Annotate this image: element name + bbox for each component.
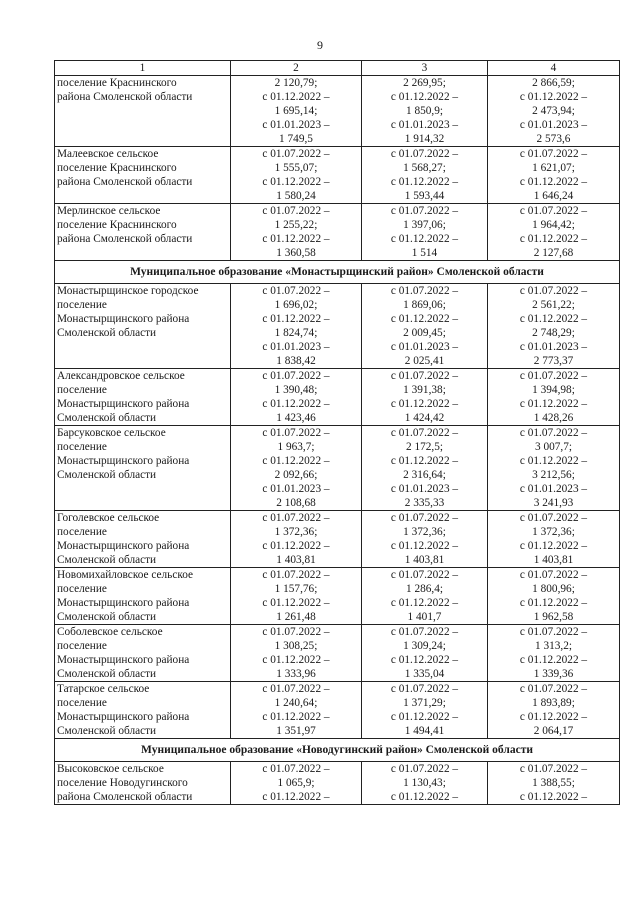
cell-line: 2 092,66;	[274, 469, 318, 481]
cell-line: с 01.12.2022 –	[262, 313, 330, 325]
cell-line: 1 800,96;	[532, 583, 575, 595]
cell-line: Татарское сельское	[57, 683, 150, 695]
cell-line: поселение Краснинского	[57, 219, 177, 231]
cell-line: 1 360,58	[276, 247, 316, 259]
cell-line: поселение Новодугинского	[57, 777, 188, 789]
cell-line: 2 108,68	[276, 497, 316, 509]
cell-line: района Смоленской области	[57, 233, 193, 245]
cell-line: с 01.12.2022 –	[390, 654, 459, 666]
tariff-cell-col3	[362, 284, 488, 369]
cell-line: 1 065,9;	[277, 777, 315, 789]
table-row	[55, 625, 620, 682]
cell-line: Монастырщинского района	[57, 711, 190, 723]
cell-line: с 01.12.2022 –	[390, 455, 459, 467]
cell-line: 1 646,24	[533, 190, 574, 202]
cell-line: с 01.12.2022 –	[519, 91, 588, 103]
cell-line: 1 390,48;	[274, 384, 318, 396]
tariff-cell-col2	[231, 682, 362, 739]
cell-line: 1 696,02;	[274, 299, 318, 311]
tariff-cell-col3	[362, 369, 488, 426]
cell-line: Смоленской области	[57, 611, 157, 623]
cell-line: Смоленской области	[57, 668, 157, 680]
cell-line: с 01.12.2022 –	[262, 540, 330, 552]
cell-line: Высоковское сельское	[57, 763, 164, 775]
cell-line: с 01.12.2022 –	[519, 176, 588, 188]
cell-line: с 01.12.2022 –	[262, 654, 330, 666]
cell-line: 1 372,36;	[274, 526, 318, 538]
cell-line: 1 850,9;	[405, 105, 444, 117]
cell-line: с 01.07.2022 –	[519, 626, 588, 638]
cell-line: Монастырщинского района	[57, 398, 190, 410]
column-header: 3	[362, 61, 488, 76]
tariff-cell-col4	[488, 762, 620, 805]
cell-line: Новомихайловское сельское	[57, 569, 194, 581]
cell-line: с 01.07.2022 –	[262, 427, 330, 439]
settlement-name-cell	[55, 76, 231, 147]
cell-line: с 01.07.2022 –	[390, 370, 459, 382]
cell-line: 1 824,74;	[274, 327, 318, 339]
cell-line: 1 286,4;	[405, 583, 444, 595]
cell-line: 1 514	[411, 247, 438, 259]
cell-line: с 01.12.2022 –	[390, 597, 459, 609]
tariff-cell-col2	[231, 511, 362, 568]
cell-line: 1 403,81	[533, 554, 574, 566]
cell-line: 1 494,41	[404, 725, 445, 737]
cell-line: с 01.12.2022 –	[519, 233, 588, 245]
cell-line: 2 064,17	[533, 725, 574, 737]
cell-line: 1 749,5	[279, 133, 313, 145]
tariff-cell-col4	[488, 426, 620, 511]
cell-line: Смоленской области	[57, 327, 157, 339]
cell-line: 2 127,68	[533, 247, 574, 259]
cell-line: с 01.12.2022 –	[262, 233, 330, 245]
cell-line: 1 838,42	[276, 355, 316, 367]
cell-line: 1 963,7;	[277, 441, 315, 453]
cell-line: с 01.07.2022 –	[390, 148, 459, 160]
table-row	[55, 568, 620, 625]
cell-line: с 01.07.2022 –	[519, 285, 588, 297]
cell-line: поселение Краснинского	[57, 162, 177, 174]
cell-line: Монастырщинского района	[57, 313, 190, 325]
tariff-cell-col3	[362, 147, 488, 204]
cell-line: с 01.07.2022 –	[390, 763, 459, 775]
cell-line: поселение	[57, 384, 107, 396]
tariff-cell-col4	[488, 204, 620, 261]
cell-line: с 01.07.2022 –	[519, 370, 588, 382]
table-row	[55, 511, 620, 568]
cell-line: поселение Краснинского	[57, 77, 177, 89]
cell-line: 3 007,7;	[534, 441, 573, 453]
settlement-name-cell	[55, 568, 231, 625]
tariff-cell-col2	[231, 204, 362, 261]
tariff-cell-col2	[231, 762, 362, 805]
cell-line: поселение	[57, 526, 107, 538]
cell-line: 1 308,25;	[274, 640, 318, 652]
cell-line: Мерлинское сельское	[57, 205, 161, 217]
cell-line: с 01.12.2022 –	[390, 398, 459, 410]
tariff-table	[54, 60, 620, 805]
cell-line: 2 561,22;	[532, 299, 575, 311]
cell-line: 1 423,46	[276, 412, 316, 424]
cell-line: 2 335,33	[404, 497, 445, 509]
header-row	[55, 61, 620, 76]
cell-line: 1 621,07;	[532, 162, 575, 174]
cell-line: 1 371,29;	[403, 697, 446, 709]
cell-line: с 01.12.2022 –	[262, 176, 330, 188]
settlement-name-cell	[55, 511, 231, 568]
cell-line: с 01.01.2023 –	[519, 119, 588, 131]
cell-line: с 01.12.2022 –	[390, 540, 459, 552]
table-row	[55, 147, 620, 204]
cell-line: поселение	[57, 697, 107, 709]
cell-line: с 01.07.2022 –	[262, 683, 330, 695]
section-header-row	[55, 739, 620, 762]
cell-line: 2 866,59;	[532, 77, 575, 89]
tariff-cell-col2	[231, 147, 362, 204]
cell-line: Александровское сельское	[57, 370, 185, 382]
cell-line: 1 255,22;	[274, 219, 318, 231]
cell-line: с 01.07.2022 –	[390, 683, 459, 695]
cell-line: 2 573,6	[536, 133, 571, 145]
cell-line: 1 580,24	[276, 190, 316, 202]
cell-line: 1 962,58	[533, 611, 574, 623]
cell-line: с 01.07.2022 –	[519, 763, 588, 775]
cell-line: с 01.12.2022 –	[390, 791, 459, 803]
cell-line: 1 372,36;	[403, 526, 446, 538]
cell-line: 1 339,36	[533, 668, 574, 680]
cell-line: 1 403,81	[404, 554, 445, 566]
cell-line: 1 401,7	[407, 611, 442, 623]
cell-line: с 01.07.2022 –	[262, 626, 330, 638]
cell-line: с 01.07.2022 –	[390, 569, 459, 581]
tariff-cell-col3	[362, 76, 488, 147]
cell-line: 1 333,96	[276, 668, 316, 680]
cell-line: 1 568,27;	[403, 162, 446, 174]
tariff-cell-col3	[362, 568, 488, 625]
cell-line: 2 773,37	[533, 355, 574, 367]
cell-line: 1 157,76;	[274, 583, 318, 595]
cell-line: с 01.01.2023 –	[519, 483, 588, 495]
table-row	[55, 762, 620, 805]
cell-line: с 01.12.2022 –	[262, 711, 330, 723]
cell-line: 1 428,26	[533, 412, 574, 424]
cell-line: 1 335,04	[404, 668, 445, 680]
cell-line: с 01.12.2022 –	[390, 91, 459, 103]
cell-line: с 01.07.2022 –	[262, 512, 330, 524]
column-header: 2	[231, 61, 362, 76]
table-row	[55, 76, 620, 147]
cell-line: 3 241,93	[533, 497, 574, 509]
cell-line: 1 397,06;	[403, 219, 446, 231]
cell-line: 2 473,94;	[532, 105, 575, 117]
cell-line: Монастырщинского района	[57, 540, 190, 552]
tariff-cell-col4	[488, 682, 620, 739]
settlement-name-cell	[55, 625, 231, 682]
cell-line: Монастырщинского района	[57, 597, 190, 609]
cell-line: с 01.12.2022 –	[262, 398, 330, 410]
tariff-cell-col3	[362, 762, 488, 805]
cell-line: 1 394,98;	[532, 384, 575, 396]
cell-line: с 01.12.2022 –	[262, 791, 330, 803]
cell-line: с 01.12.2022 –	[519, 540, 588, 552]
tariff-cell-col3	[362, 204, 488, 261]
tariff-cell-col2	[231, 426, 362, 511]
cell-line: Смоленской области	[57, 412, 157, 424]
cell-line: Барсуковское сельское	[57, 427, 166, 439]
cell-line: с 01.07.2022 –	[262, 205, 330, 217]
cell-line: 1 914,32	[404, 133, 445, 145]
cell-line: с 01.12.2022 –	[519, 791, 588, 803]
cell-line: 1 313,2;	[534, 640, 573, 652]
cell-line: с 01.07.2022 –	[519, 148, 588, 160]
cell-line: с 01.12.2022 –	[262, 597, 330, 609]
cell-line: 1 424,42	[404, 412, 445, 424]
cell-line: с 01.07.2022 –	[519, 569, 588, 581]
cell-line: Монастырщинского района	[57, 654, 190, 666]
cell-line: 2 120,79;	[274, 77, 318, 89]
cell-line: 1 403,81	[276, 554, 316, 566]
settlement-name-cell	[55, 762, 231, 805]
cell-line: района Смоленской области	[57, 91, 193, 103]
cell-line: 2 025,41	[404, 355, 445, 367]
tariff-cell-col4	[488, 369, 620, 426]
column-header: 1	[55, 61, 231, 76]
cell-line: 1 391,38;	[403, 384, 446, 396]
tariff-cell-col3	[362, 426, 488, 511]
settlement-name-cell	[55, 204, 231, 261]
cell-line: с 01.12.2022 –	[519, 654, 588, 666]
settlement-name-cell	[55, 426, 231, 511]
cell-line: 2 172,5;	[405, 441, 444, 453]
cell-line: поселение	[57, 640, 107, 652]
cell-line: 1 351,97	[276, 725, 316, 737]
tariff-cell-col2	[231, 369, 362, 426]
settlement-name-cell	[55, 147, 231, 204]
cell-line: с 01.12.2022 –	[519, 313, 588, 325]
cell-line: 1 372,36;	[532, 526, 575, 538]
cell-line: с 01.07.2022 –	[390, 205, 459, 217]
cell-line: 1 240,64;	[274, 697, 318, 709]
cell-line: Смоленской области	[57, 725, 157, 737]
section-header-row	[55, 261, 620, 284]
tariff-cell-col2	[231, 284, 362, 369]
cell-line: 1 593,44	[404, 190, 445, 202]
cell-line: 1 261,48	[276, 611, 316, 623]
settlement-name-cell	[55, 369, 231, 426]
tariff-cell-col4	[488, 511, 620, 568]
cell-line: с 01.12.2022 –	[262, 91, 330, 103]
cell-line: с 01.12.2022 –	[519, 398, 588, 410]
cell-line: 1 555,07;	[274, 162, 318, 174]
cell-line: поселение	[57, 299, 107, 311]
cell-line: с 01.07.2022 –	[262, 763, 330, 775]
cell-line: Соболевское сельское	[57, 626, 163, 638]
cell-line: 2 316,64;	[403, 469, 446, 481]
section-title: Муниципальное образование «Новодугинский район» Смоленской области	[55, 739, 620, 762]
tariff-cell-col3	[362, 511, 488, 568]
section-title: Муниципальное образование «Монастырщинский район» Смоленской области	[55, 261, 620, 284]
settlement-name-cell	[55, 682, 231, 739]
tariff-cell-col2	[231, 76, 362, 147]
cell-line: 2 748,29;	[532, 327, 575, 339]
cell-line: Монастырщинского района	[57, 455, 190, 467]
tariff-cell-col2	[231, 568, 362, 625]
cell-line: с 01.07.2022 –	[519, 683, 588, 695]
cell-line: с 01.07.2022 –	[262, 569, 330, 581]
cell-line: с 01.12.2022 –	[519, 455, 588, 467]
settlement-name-cell	[55, 284, 231, 369]
cell-line: с 01.12.2022 –	[519, 711, 588, 723]
cell-line: с 01.07.2022 –	[519, 512, 588, 524]
cell-line: с 01.01.2023 –	[390, 119, 459, 131]
cell-line: с 01.01.2023 –	[390, 341, 459, 353]
cell-line: 1 388,55;	[532, 777, 575, 789]
cell-line: с 01.01.2023 –	[262, 119, 330, 131]
cell-line: с 01.07.2022 –	[390, 512, 459, 524]
cell-line: Смоленской области	[57, 554, 157, 566]
cell-line: с 01.07.2022 –	[390, 285, 459, 297]
cell-line: с 01.12.2022 –	[262, 455, 330, 467]
tariff-cell-col2	[231, 625, 362, 682]
table-row	[55, 369, 620, 426]
cell-line: с 01.01.2023 –	[519, 341, 588, 353]
cell-line: с 01.12.2022 –	[390, 233, 459, 245]
cell-line: с 01.01.2023 –	[390, 483, 459, 495]
cell-line: 2 269,95;	[403, 77, 446, 89]
tariff-cell-col4	[488, 625, 620, 682]
cell-line: 1 695,14;	[274, 105, 318, 117]
table-row	[55, 682, 620, 739]
cell-line: с 01.07.2022 –	[519, 427, 588, 439]
tariff-cell-col4	[488, 147, 620, 204]
cell-line: 1 309,24;	[403, 640, 446, 652]
cell-line: Монастырщинское городское	[57, 285, 199, 297]
cell-line: с 01.12.2022 –	[390, 711, 459, 723]
cell-line: с 01.07.2022 –	[390, 626, 459, 638]
page-number: 9	[317, 38, 323, 52]
cell-line: с 01.07.2022 –	[262, 148, 330, 160]
tariff-cell-col4	[488, 76, 620, 147]
cell-line: с 01.01.2023 –	[262, 483, 330, 495]
tariff-cell-col4	[488, 284, 620, 369]
column-header: 4	[488, 61, 620, 76]
cell-line: поселение	[57, 583, 107, 595]
cell-line: района Смоленской области	[57, 791, 193, 803]
cell-line: района Смоленской области	[57, 176, 193, 188]
cell-line: 2 009,45;	[403, 327, 446, 339]
cell-line: Малеевское сельское	[57, 148, 159, 160]
cell-line: с 01.01.2023 –	[262, 341, 330, 353]
tariff-cell-col3	[362, 625, 488, 682]
cell-line: с 01.12.2022 –	[519, 597, 588, 609]
cell-line: с 01.07.2022 –	[262, 285, 330, 297]
cell-line: 1 893,89;	[532, 697, 575, 709]
cell-line: с 01.07.2022 –	[519, 205, 588, 217]
tariff-cell-col3	[362, 682, 488, 739]
table-row	[55, 284, 620, 369]
cell-line: 3 212,56;	[532, 469, 575, 481]
tariff-cell-col4	[488, 568, 620, 625]
cell-line: 1 130,43;	[403, 777, 446, 789]
cell-line: с 01.07.2022 –	[390, 427, 459, 439]
cell-line: Гоголевское сельское	[57, 512, 160, 524]
cell-line: поселение	[57, 441, 107, 453]
table-row	[55, 426, 620, 511]
cell-line: Смоленской области	[57, 469, 157, 481]
cell-line: с 01.12.2022 –	[390, 176, 459, 188]
cell-line: с 01.12.2022 –	[390, 313, 459, 325]
cell-line: 1 964,42;	[532, 219, 575, 231]
cell-line: 1 869,06;	[403, 299, 446, 311]
cell-line: с 01.07.2022 –	[262, 370, 330, 382]
table-row	[55, 204, 620, 261]
